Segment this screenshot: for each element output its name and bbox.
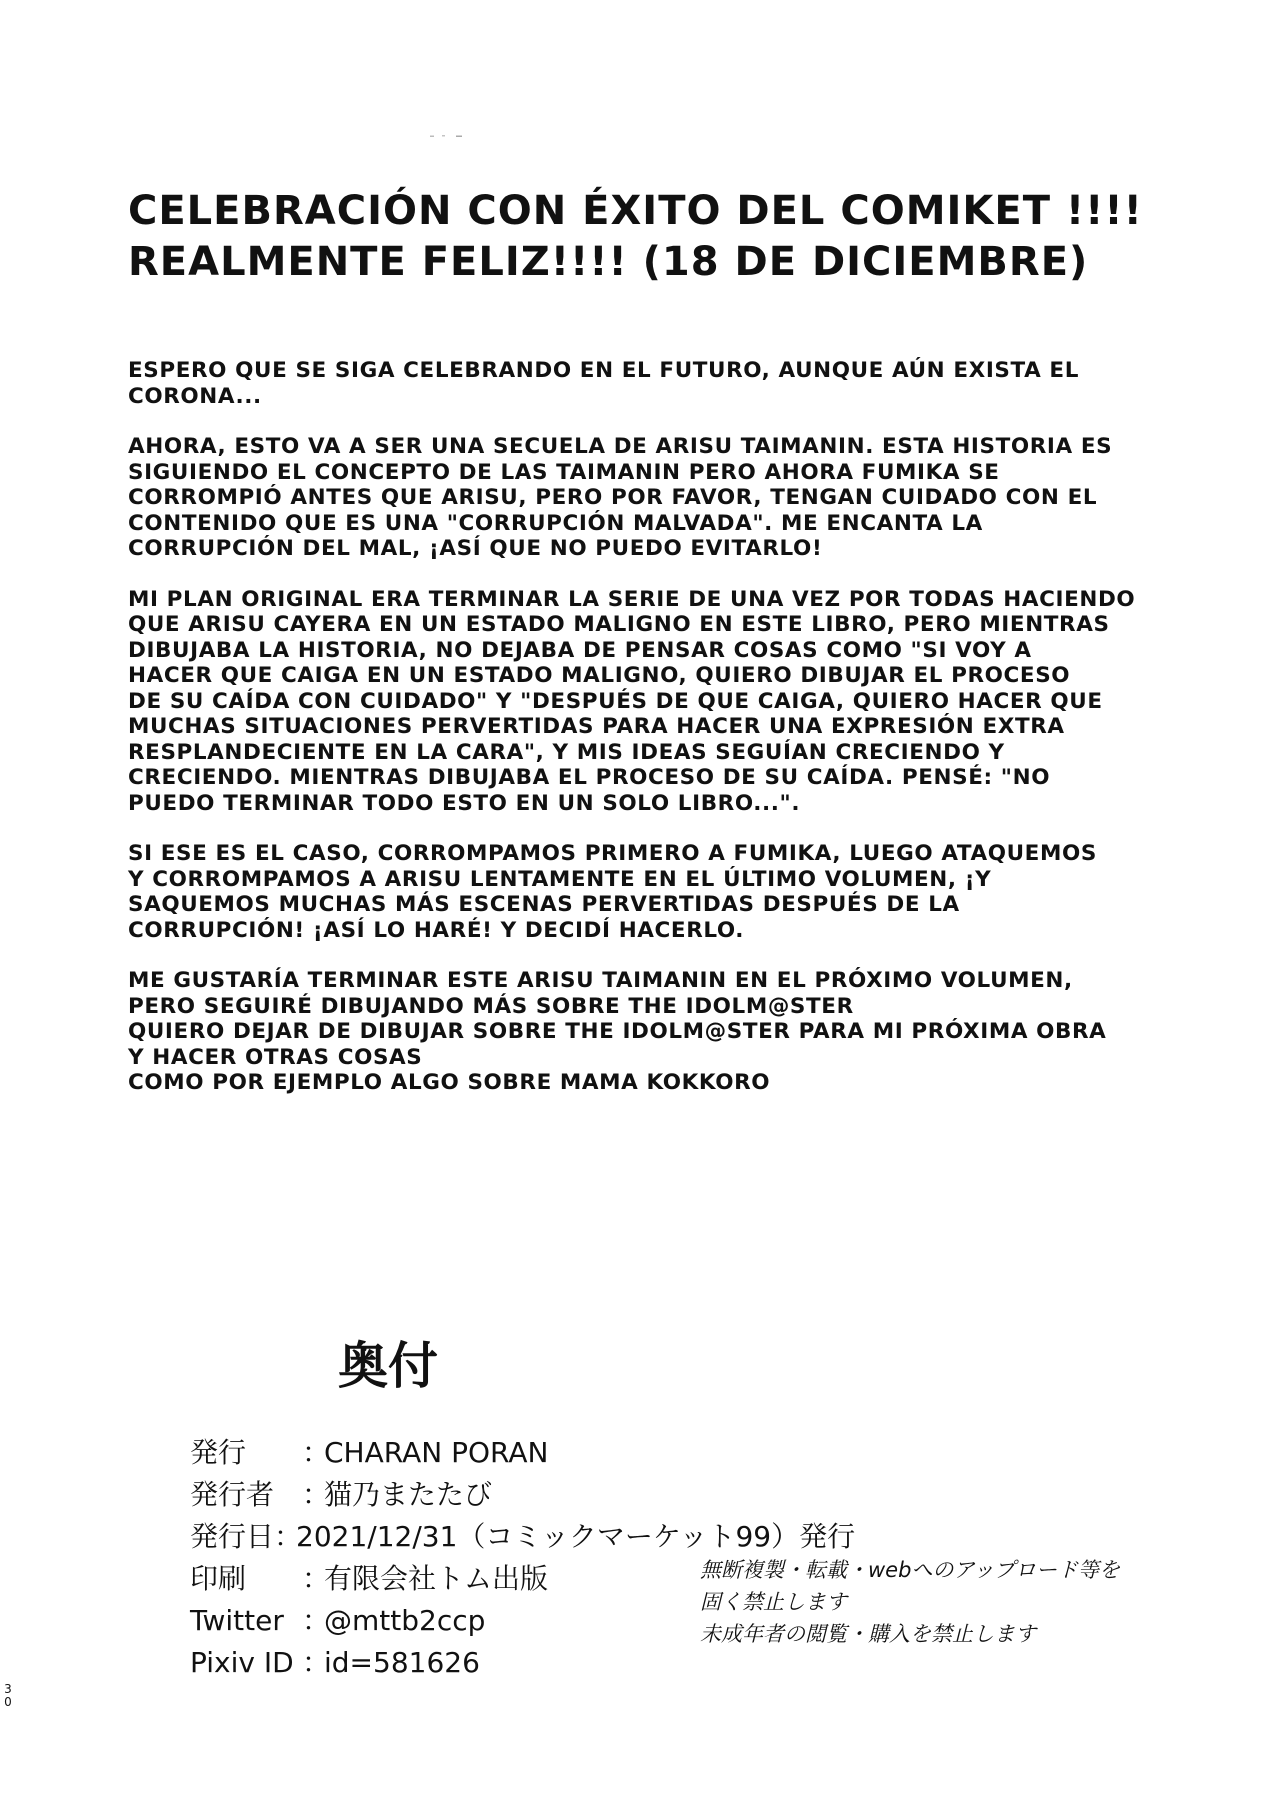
colophon-value: CHARAN PORAN [324, 1436, 549, 1469]
colophon-row-date [190, 1516, 856, 1558]
colophon-value: 2021/12/31（コミックマーケット99）発行 [296, 1520, 856, 1553]
page-number: 3 0 [4, 1682, 12, 1709]
colophon-separator: ： [302, 1646, 331, 1679]
colophon-key: Pixiv ID [190, 1646, 294, 1679]
colophon-separator: ： [302, 1436, 331, 1469]
colophon-separator: ： [302, 1562, 331, 1595]
colophon-value: 有限会社トム出版 [324, 1562, 549, 1595]
colophon-separator: ： [274, 1520, 303, 1553]
paragraph: AHORA, ESTO VA A SER UNA SECUELA DE ARISU TAIMANIN. ESTA HISTORIA ES SIGUIENDO EL CONCEPTO DE LAS TAIMANIN PERO AHORA FUMIKA SE CORROMPIÓ ANTES QUE ARISU, PERO POR FAVOR, TENGAN CUIDADO CON EL CONTENIDO QUE ES UNA "CORRUPCIÓN MALVADA". ME ENCANTA LA CORRUPCIÓN DEL MAL, ¡ASÍ QUE NO PUEDO EVITARLO! [128, 434, 1113, 561]
colophon-value: @mttb2ccp [324, 1604, 486, 1637]
colophon-key: 発行 [190, 1436, 247, 1469]
colophon-row-printer [190, 1558, 690, 1600]
colophon-row-author [190, 1474, 690, 1516]
copyright-notice: 無断複製・転載・webへのアップロード等を 固く禁止します 未成年者の閲覧・購入を禁止します [700, 1558, 1120, 1646]
page-title: CELEBRACIÓN CON ÉXITO DEL COMIKET !!!! REALMENTE FELIZ!!!! (18 DE DICIEMBRE) [128, 188, 1143, 285]
colophon-row-twitter [190, 1600, 690, 1642]
colophon-separator: ： [302, 1604, 331, 1637]
colophon [190, 1432, 856, 1684]
stray-ink-mark [428, 134, 468, 138]
paragraph: MI PLAN ORIGINAL ERA TERMINAR LA SERIE DE UNA VEZ POR TODAS HACIENDO QUE ARISU CAYERA EN UN ESTADO MALIGNO EN ESTE LIBRO, PERO MIENTRAS DIBUJABA LA HISTORIA, NO DEJABA DE PENSAR COSAS COMO "SI VOY A HACER QUE CAIGA EN UN ESTADO MALIGNO, QUIERO DIBUJAR EL PROCESO DE SU CAÍDA CON CUIDADO" Y "DESPUÉS DE QUE CAIGA, QUIERO HACER QUE MUCHAS SITUACIONES PERVERTIDAS PARA HACER UNA EXPRESIÓN EXTRA RESPLANDECIENTE EN LA CARA", Y MIS IDEAS SEGUÍAN CRECIENDO Y CRECIENDO. MIENTRAS DIBUJABA EL PROCESO DE SU CAÍDA. PENSÉ: "NO PUEDO TERMINAR TODO ESTO EN UN SOLO LIBRO...". [128, 586, 1136, 816]
paragraph: SI ESE ES EL CASO, CORROMPAMOS PRIMERO A FUMIKA, LUEGO ATAQUEMOS Y CORROMPAMOS A ARISU LENTAMENTE EN EL ÚLTIMO VOLUMEN, ¡Y SAQUEMOS MUCHAS MÁS ESCENAS PERVERTIDAS DESPUÉS DE LA CORRUPCIÓN! ¡ASÍ LO HARÉ! Y DECIDÍ HACERLO. [128, 841, 1097, 943]
colophon-title: 奥付 [338, 1337, 438, 1395]
colophon-key: 発行日 [190, 1520, 275, 1553]
afterword-text [128, 358, 1138, 1121]
colophon-value: id=581626 [324, 1646, 480, 1679]
colophon-key: 印刷 [190, 1562, 247, 1595]
colophon-row-publisher [190, 1432, 690, 1474]
paragraph: ESPERO QUE SE SIGA CELEBRANDO EN EL FUTURO, AUNQUE AÚN EXISTA EL CORONA... [128, 358, 1080, 409]
colophon-key: 発行者 [190, 1478, 275, 1511]
colophon-row-pixiv [190, 1642, 690, 1684]
colophon-key: Twitter [190, 1604, 284, 1637]
paragraph: ME GUSTARÍA TERMINAR ESTE ARISU TAIMANIN EN EL PRÓXIMO VOLUMEN, PERO SEGUIRÉ DIBUJANDO MÁS SOBRE THE IDOLM@STER QUIERO DEJAR DE DIBUJAR SOBRE THE IDOLM@STER PARA MI PRÓXIMA OBRA Y HACER OTRAS COSAS COMO POR EJEMPLO ALGO SOBRE MAMA KOKKORO [128, 968, 1107, 1095]
colophon-value: 猫乃またたび [324, 1478, 493, 1511]
colophon-separator: ： [302, 1478, 331, 1511]
